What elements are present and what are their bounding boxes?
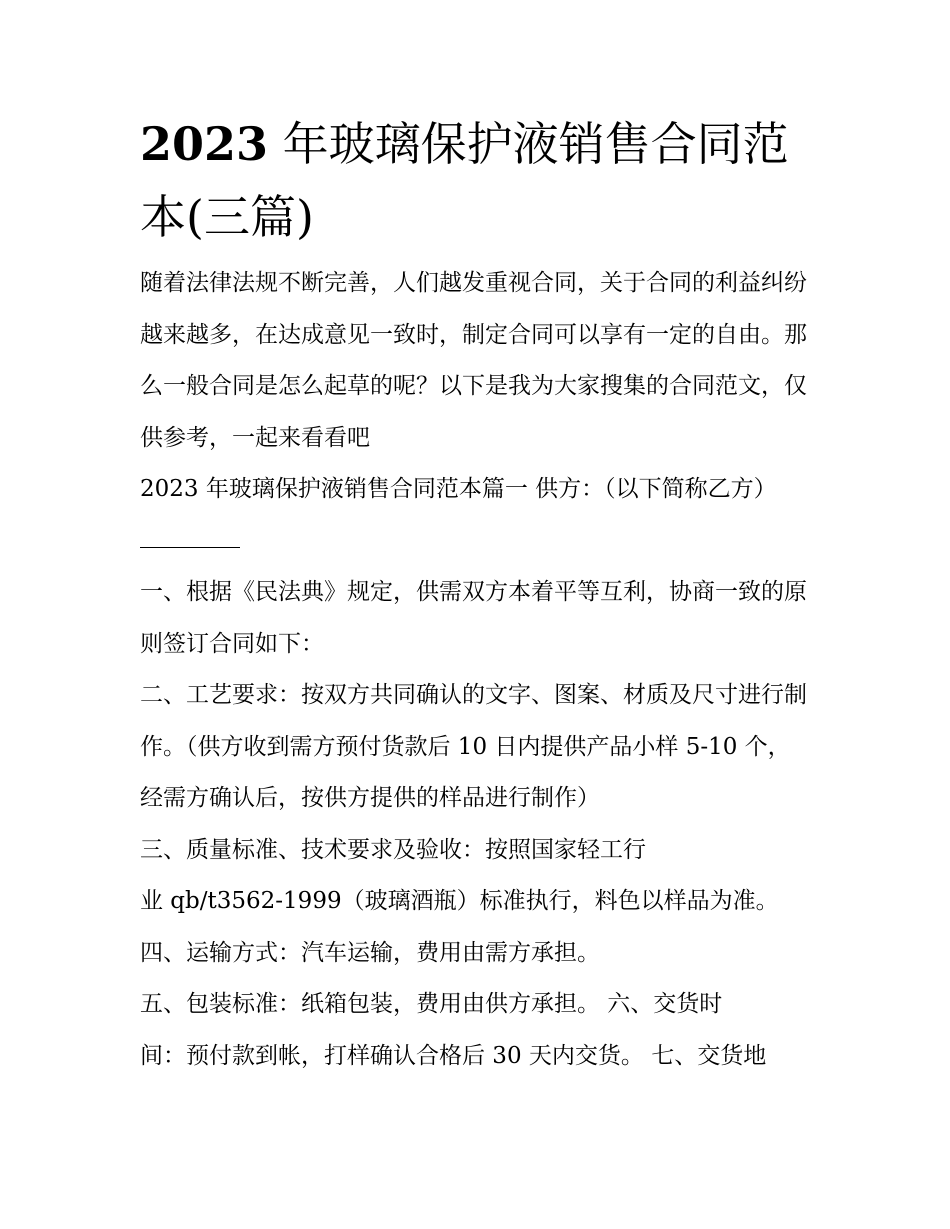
supplier-blank xyxy=(140,527,240,548)
clause-1: 一、根据《民法典》规定，供需双方本着平等互利，协商一致的原则签订合同如下： xyxy=(140,579,807,657)
clause-5-line-2: 间：预付款到帐，打样确认合格后 30 天内交货。 七、交货地 xyxy=(140,1042,767,1069)
clause-2: 二、工艺要求：按双方共同确认的文字、图案、材质及尺寸进行制作。（供方收到需方预付货款后 10 日内提供产品小样 5-10 个，经需方确认后，按供方提供的样品进行制作） xyxy=(140,682,807,811)
document-page xyxy=(140,108,812,1082)
title-text: 年玻璃保护液销售合同范本(三篇) xyxy=(140,117,789,244)
title-year: 2023 xyxy=(140,117,269,171)
clause-5-line-1: 五、包装标准：纸箱包装，费用由供方承担。 六、交货时 xyxy=(140,991,723,1017)
intro-paragraph: 随着法律法规不断完善，人们越发重视合同，关于合同的利益纠纷越来越多，在达成意见一致时，制定合同可以享有一定的自由。那么一般合同是怎么起草的呢？以下是我为大家搜集的合同范文，仅供参考，一起来看看吧 xyxy=(140,270,807,451)
supplier-line xyxy=(140,464,812,567)
clause-4: 四、运输方式：汽车运输，费用由需方承担。 xyxy=(140,939,600,966)
document-title xyxy=(140,108,812,254)
clause-3-line-1: 三、质量标准、技术要求及验收：按照国家轻工行 xyxy=(140,836,646,863)
clause-3-line-2: 业 qb/t3562-1999（玻璃酒瓶）标准执行，料色以样品为准。 xyxy=(140,888,779,914)
supplier-line-text: 2023 年玻璃保护液销售合同范本篇一 供方：（以下简称乙方） xyxy=(140,476,777,502)
